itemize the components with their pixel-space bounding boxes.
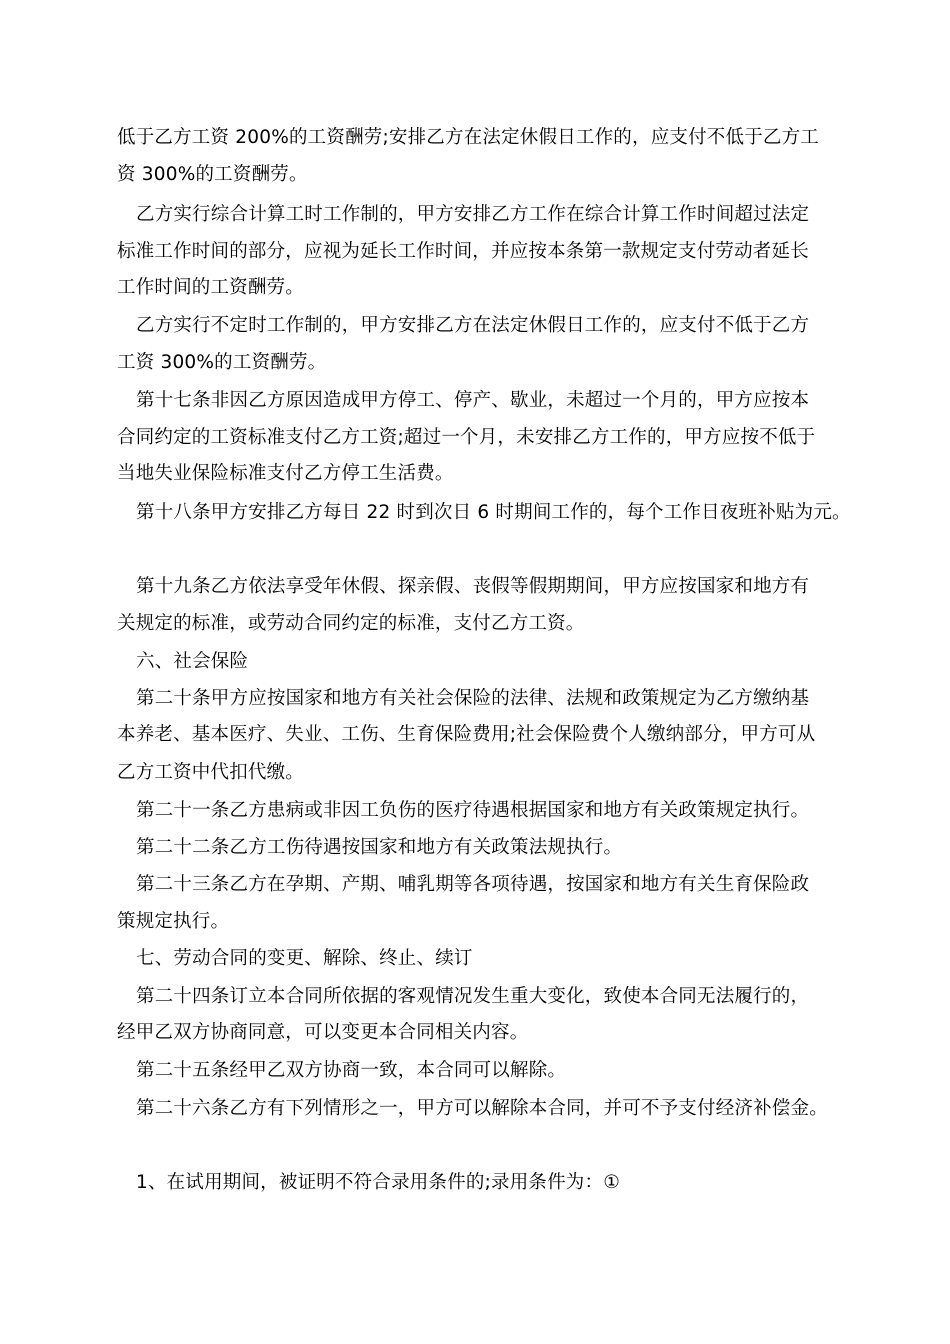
text-line: 低于乙方工资 200%的工资酬劳;安排乙方在法定休假日工作的，应支付不低于乙方工 — [117, 127, 820, 148]
text-line: 第二十二条乙方工伤待遇按国家和地方有关政策法规执行。 — [136, 837, 623, 858]
text-line: 第二十六条乙方有下列情形之一，甲方可以解除本合同，并可不予支付经济补偿金。 — [136, 1098, 828, 1119]
section-heading: 六、社会保险 — [136, 651, 249, 672]
text-line: 资 300%的工资酬劳。 — [117, 164, 308, 185]
text-line: 本养老、基本医疗、失业、工伤、生育保险费用;社会保险费个人缴纳部分，甲方可从 — [117, 724, 816, 745]
text-line: 工资 300%的工资酬劳。 — [117, 352, 327, 373]
text-line: 第二十一条乙方患病或非因工负伤的医疗待遇根据国家和地方有关政策规定执行。 — [136, 800, 810, 821]
text-line: 经甲乙双方协商同意，可以变更本合同相关内容。 — [117, 1022, 529, 1043]
text-line: 第二十条甲方应按国家和地方有关社会保险的法律、法规和政策规定为乙方缴纳基 — [136, 688, 810, 709]
text-line: 合同约定的工资标准支付乙方工资;超过一个月，未安排乙方工作的，甲方应按不低于 — [117, 427, 816, 448]
text-line: 当地失业保险标准支付乙方停工生活费。 — [117, 463, 454, 484]
list-item: 1、在试用期间，被证明不符合录用条件的;录用条件为：① — [136, 1172, 620, 1193]
text-line: 第十九条乙方依法享受年休假、探亲假、丧假等假期期间，甲方应按国家和地方有 — [136, 576, 810, 597]
text-line: 乙方实行综合计算工时工作制的，甲方安排乙方工作在综合计算工作时间超过法定 — [136, 204, 810, 225]
text-line: 工作时间的工资酬劳。 — [117, 277, 305, 298]
text-line: 第二十三条乙方在孕期、产期、哺乳期等各项待遇，按国家和地方有关生育保险政 — [136, 874, 810, 895]
text-line: 关规定的标准，或劳动合同约定的标准，支付乙方工资。 — [117, 613, 585, 634]
text-line: 标准工作时间的部分，应视为延长工作时间，并应按本条第一款规定支付劳动者延长 — [117, 241, 809, 262]
text-line: 第十八条甲方安排乙方每日 22 时到次日 6 时期间工作的，每个工作日夜班补贴为元。 — [136, 502, 851, 523]
text-line: 第二十五条经甲乙双方协商一致，本合同可以解除。 — [136, 1060, 567, 1081]
text-line: 策规定执行。 — [117, 911, 230, 932]
text-line: 乙方实行不定时工作制的，甲方安排乙方在法定休假日工作的，应支付不低于乙方 — [136, 315, 810, 336]
text-line: 第十七条非因乙方原因造成甲方停工、停产、歇业，未超过一个月的，甲方应按本 — [136, 390, 810, 411]
section-heading: 七、劳动合同的变更、解除、终止、续订 — [136, 948, 473, 969]
text-line: 乙方工资中代扣代缴。 — [117, 762, 305, 783]
text-line: 第二十四条订立本合同所依据的客观情况发生重大变化，致使本合同无法履行的， — [136, 986, 810, 1007]
